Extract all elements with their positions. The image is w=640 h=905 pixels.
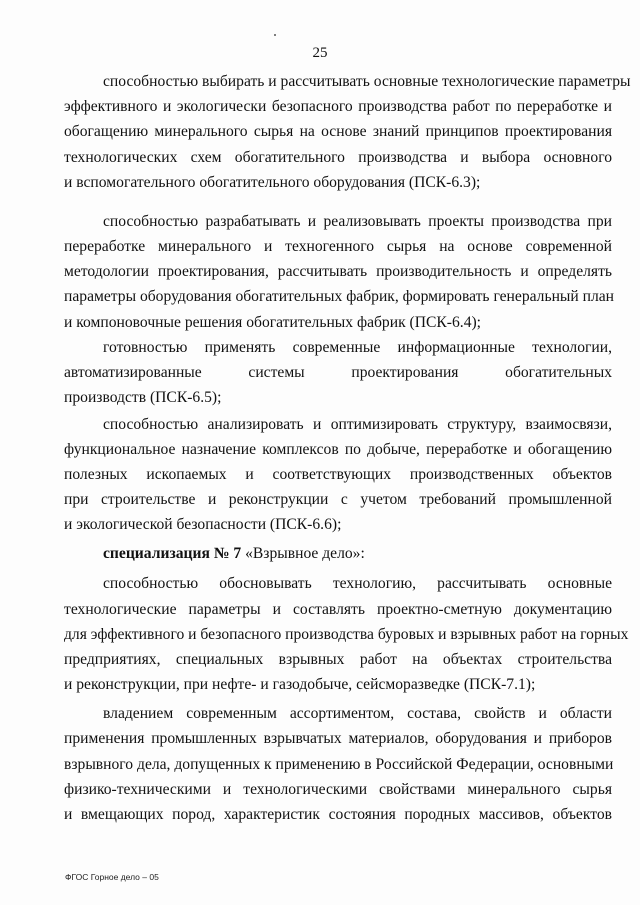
text-line: полезных ископаемых и соответствующих производственных объектов	[64, 466, 612, 483]
text-line: готовностью применять современные информационные технологии,	[103, 339, 612, 356]
text-line: переработке минерального и техногенного сырья на основе современной	[64, 238, 612, 255]
text-line	[103, 544, 612, 564]
text-line: производств (ПСК-6.5);	[64, 389, 222, 406]
text-line: и экологической безопасности (ПСК-6.6);	[64, 516, 342, 533]
text-line: технологические параметры и составлять проектно-сметную документацию	[64, 601, 612, 618]
scan-speck	[274, 34, 276, 36]
text-line: способностью анализировать и оптимизировать структуру, взаимосвязи,	[103, 416, 612, 433]
text-line: и компоновочные решения обогатительных фабрик (ПСК-6.4);	[64, 314, 482, 331]
text-line: функциональное назначение комплексов по добыче, переработке и обогащению	[64, 441, 612, 458]
page-number: 25	[312, 45, 328, 61]
text-line: методологии проектирования, рассчитывать производительность и определять	[64, 263, 612, 280]
text-line: способностью выбирать и рассчитывать основные технологические параметры	[103, 73, 631, 90]
text-line: способностью обосновывать технологию, рассчитывать основные	[103, 575, 612, 592]
text-line: автоматизированные системы проектирования обогатительных	[64, 364, 612, 381]
text-line: способностью разрабатывать и реализовывать проекты производства при	[103, 213, 612, 230]
page-footer: ФГОС Горное дело – 05	[65, 872, 159, 882]
text-line: и вспомогательного обогатительного оборудования (ПСК-6.3);	[64, 174, 481, 191]
text-line: эффективного и экологически безопасного производства работ по переработке и	[64, 98, 612, 115]
text-line: и вмещающих пород, характеристик состояния породных массивов, объектов	[64, 806, 612, 823]
specialization-title: «Взрывное дело»:	[241, 545, 365, 562]
text-line: для эффективного и безопасного производства буровых и взрывных работ на горных	[64, 626, 629, 643]
text-line: обогащению минерального сырья на основе знаний принципов проектирования	[64, 123, 612, 140]
text-line: технологических схем обогатительного производства и выбора основного	[64, 149, 612, 166]
text-line: физико-техническими и технологическими свойствами минерального сырья	[64, 781, 612, 798]
text-line: и реконструкции, при нефте- и газодобыче, сейсморазведке (ПСК-7.1);	[64, 676, 536, 693]
text-line: взрывного дела, допущенных к применению в Российской Федерации, основными	[64, 756, 614, 773]
text-line: владением современным ассортиментом, состава, свойств и области	[103, 705, 612, 722]
text-line: при строительстве и реконструкции с учетом требований промышленной	[64, 491, 612, 508]
text-line: параметры оборудования обогатительных фабрик, формировать генеральный план	[64, 288, 615, 305]
text-line: предприятиях, специальных взрывных работ на объектах строительства	[64, 651, 612, 668]
specialization-heading: специализация № 7	[103, 545, 242, 562]
text-line: применения промышленных взрывчатых материалов, оборудования и приборов	[64, 730, 612, 747]
